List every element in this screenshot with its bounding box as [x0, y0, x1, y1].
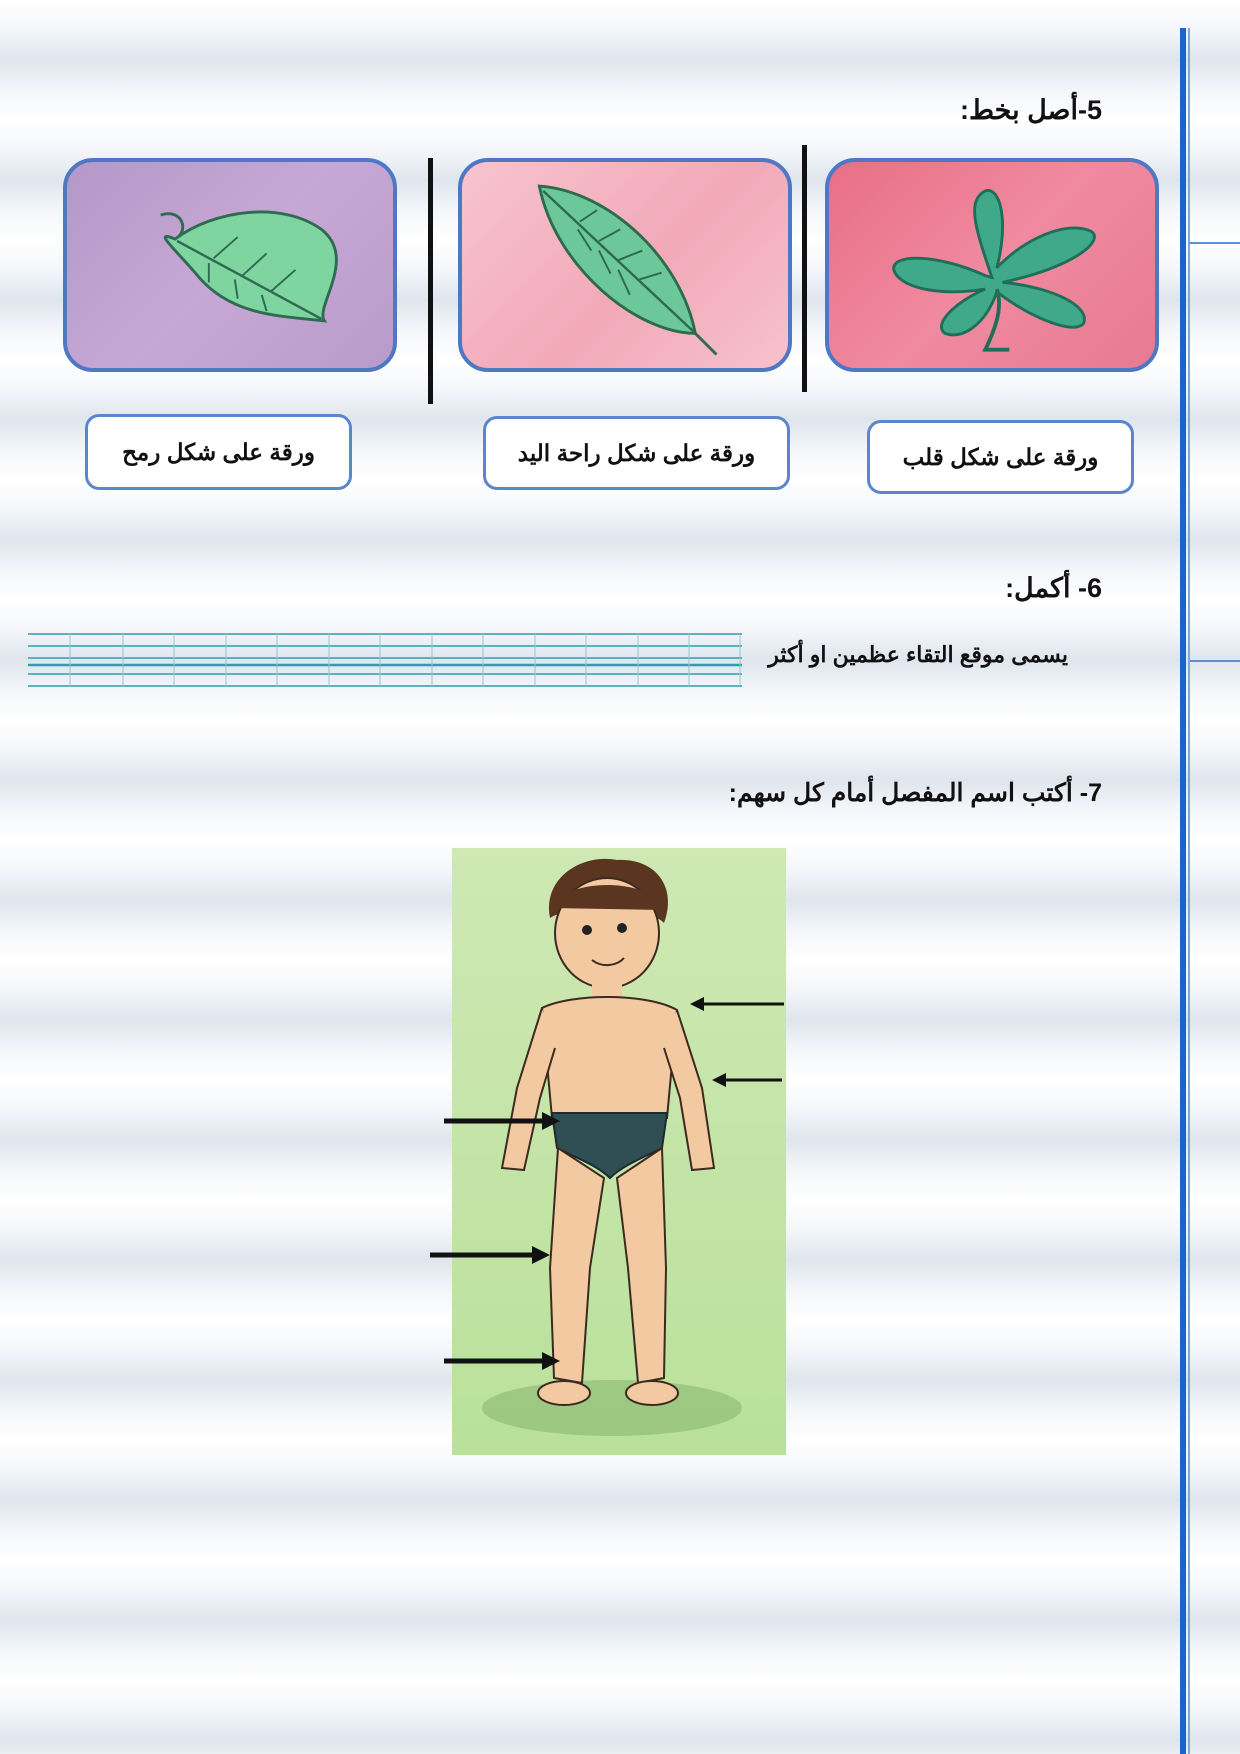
separator-line	[802, 145, 807, 392]
palm-leaf-card	[825, 158, 1159, 372]
ankle-arrow-icon	[444, 1350, 560, 1372]
label-text: ورقة على شكل رمح	[122, 438, 315, 465]
knee-arrow-icon	[430, 1244, 550, 1266]
label-heart-leaf[interactable]	[867, 420, 1134, 494]
label-text: ورقة على شكل راحة اليد	[517, 439, 756, 466]
shoulder-arrow-icon	[690, 995, 786, 1013]
label-text: ورقة على شكل قلب	[902, 443, 1099, 470]
answer-writing-lines[interactable]	[28, 632, 742, 688]
fill-sentence: يسمى موقع التقاء عظمين او أكثر	[768, 642, 1068, 667]
question-5-title: 5-أصل بخط:	[960, 95, 1102, 125]
palm-leaf-image	[829, 162, 1155, 368]
border-tick	[1190, 242, 1240, 244]
hip-arrow-icon	[444, 1110, 560, 1132]
heart-leaf-image	[67, 162, 393, 368]
page-border-line-inner	[1188, 28, 1190, 1754]
question-7-title: 7- أكتب اسم المفصل أمام كل سهم:	[728, 779, 1102, 807]
elbow-arrow-icon	[712, 1071, 784, 1089]
lanceolate-leaf-image	[462, 162, 788, 368]
separator-line	[428, 158, 433, 404]
question-6-title: 6- أكمل:	[1005, 573, 1102, 603]
heart-leaf-card	[63, 158, 397, 372]
page-border-line	[1180, 28, 1186, 1754]
label-spear-leaf[interactable]	[85, 414, 352, 490]
lanceolate-leaf-card	[458, 158, 792, 372]
label-palm-leaf[interactable]	[483, 416, 790, 490]
border-tick	[1190, 660, 1240, 662]
